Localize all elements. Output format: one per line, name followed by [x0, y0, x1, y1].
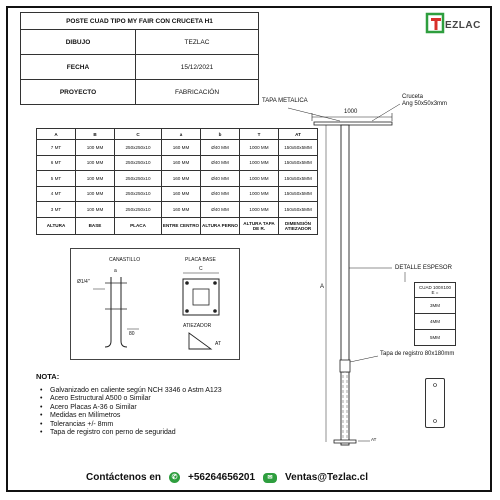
crossarm-label: Cruceta: [402, 94, 424, 100]
thickness-detail-label: DETALLE ESPESOR: [395, 265, 452, 271]
column-header: B: [76, 129, 115, 140]
title-block-label: DIBUJO: [21, 30, 136, 55]
footer-label: PLACA: [115, 217, 162, 234]
table-cell: 160 MM: [162, 155, 201, 171]
table-cell: 150x50x5MM: [279, 171, 318, 187]
contact-label: Contáctenos en: [86, 472, 162, 483]
inspection-plate-drawing: [426, 379, 444, 427]
table-cell: 160 MM: [162, 171, 201, 187]
inspection-plate: [425, 378, 445, 428]
column-header: C: [115, 129, 162, 140]
table-cell: 1000 MM: [240, 202, 279, 218]
column-header: AT: [279, 129, 318, 140]
table-cell: 150x50x5MM: [279, 140, 318, 156]
table-cell: 250x250x10: [115, 140, 162, 156]
footer-label: ALTURA PERNO: [201, 217, 240, 234]
base-plate-dim-label: C: [199, 266, 203, 272]
note-item: • Tolerancias +/- 8mm: [50, 421, 222, 429]
table-cell: 160 MM: [162, 140, 201, 156]
table-cell: Ø40 MM: [201, 155, 240, 171]
table-cell: Ø40 MM: [201, 171, 240, 187]
table-cell: 1000 MM: [240, 140, 279, 156]
column-header: b: [201, 129, 240, 140]
note-item: • Medidas en Milímetros: [50, 412, 222, 420]
notes-title: NOTA:: [36, 372, 60, 381]
crossarm-width-label: 1000: [344, 109, 358, 115]
anchor-depth-label: 80: [129, 331, 135, 337]
table-cell: 100 MM: [76, 186, 115, 202]
anchor-basket-label: CANASTILLO: [109, 257, 141, 263]
table-cell: 1000 MM: [240, 186, 279, 202]
note-item: • Tapa de registro con perno de seguridad: [50, 429, 222, 437]
crossarm-spec-label: Ang 50x50x3mm: [402, 101, 448, 107]
table-cell: 250x250x10: [115, 202, 162, 218]
column-header: a: [162, 129, 201, 140]
table-cell: 100 MM: [76, 155, 115, 171]
notes-section: [36, 372, 222, 437]
thickness-value: 3MM: [415, 298, 456, 314]
column-header: A: [37, 129, 76, 140]
top-cap-label: TAPA METALICA: [262, 98, 308, 104]
stiffener-dim-label: AT: [215, 341, 222, 347]
title-block-label: FECHA: [21, 55, 136, 80]
anchor-spacing-label: a: [114, 268, 117, 274]
thickness-table: [414, 282, 456, 346]
title-block-value: TEZLAC: [136, 30, 259, 55]
pole-height-label: A: [320, 284, 325, 290]
table-cell: 7 MT: [37, 140, 76, 156]
note-item: • Acero Estructural A500 o Similar: [50, 395, 222, 403]
title-block-value: 15/12/2021: [136, 55, 259, 80]
footer-label: ALTURA: [37, 217, 76, 234]
notes-list: [36, 387, 222, 437]
thickness-title: CUAD 100X100: [418, 285, 452, 290]
contact-phone[interactable]: +56264656201: [188, 472, 256, 483]
table-cell: 100 MM: [76, 202, 115, 218]
contact-email[interactable]: Ventas@Tezlac.cl: [285, 472, 368, 483]
table-cell: 160 MM: [162, 202, 201, 218]
title-block-value: FABRICACIÓN: [136, 80, 259, 105]
table-cell: 100 MM: [76, 171, 115, 187]
table-cell: 250x250x10: [115, 171, 162, 187]
table-cell: 3 MT: [37, 202, 76, 218]
table-cell: 4 MT: [37, 186, 76, 202]
whatsapp-icon: ✆: [169, 472, 180, 483]
column-header: T: [240, 129, 279, 140]
table-cell: 150x50x5MM: [279, 186, 318, 202]
thickness-value: 5MM: [415, 330, 456, 346]
title-block-label: PROYECTO: [21, 80, 136, 105]
mail-icon: ✉: [263, 473, 277, 483]
thickness-table-header: [415, 283, 456, 298]
footer-label: DIMENSIÓN ATIEZADOR: [279, 217, 318, 234]
footer-label: ALTURA TAPA DE R.: [240, 217, 279, 234]
table-cell: 150x50x5MM: [279, 155, 318, 171]
logo-text: EZLAC: [445, 20, 481, 31]
table-cell: 250x250x10: [115, 186, 162, 202]
stiffener-label: ATIEZADOR: [183, 323, 212, 329]
thickness-subtitle: E =: [431, 290, 439, 295]
table-cell: 100 MM: [76, 140, 115, 156]
inspection-cover-label: Tapa de registro 80x180mm: [380, 351, 455, 357]
table-cell: 1000 MM: [240, 155, 279, 171]
note-item: • Galvanizado en caliente según NCH 3346 o Astm A123: [50, 387, 222, 395]
contact-bar: [86, 472, 368, 483]
table-cell: 6 MT: [37, 155, 76, 171]
table-cell: 250x250x10: [115, 155, 162, 171]
stiffener-pole-label: AT: [371, 437, 377, 442]
table-cell: 160 MM: [162, 186, 201, 202]
drawing-title: POSTE CUAD TIPO MY FAIR CON CRUCETA H1: [21, 13, 259, 30]
anchor-diameter-label: Ø1/4": [77, 279, 90, 285]
table-cell: 1000 MM: [240, 171, 279, 187]
table-cell: 5 MT: [37, 171, 76, 187]
footer-label: BASE: [76, 217, 115, 234]
thickness-value: 4MM: [415, 314, 456, 330]
note-item: • Acero Placas A-36 o Similar: [50, 404, 222, 412]
table-cell: Ø40 MM: [201, 186, 240, 202]
base-plate-label: PLACA BASE: [185, 257, 216, 263]
table-cell: Ø40 MM: [201, 202, 240, 218]
table-cell: Ø40 MM: [201, 140, 240, 156]
footer-label: ENTRE CENTRO: [162, 217, 201, 234]
table-cell: 150x50x5MM: [279, 202, 318, 218]
